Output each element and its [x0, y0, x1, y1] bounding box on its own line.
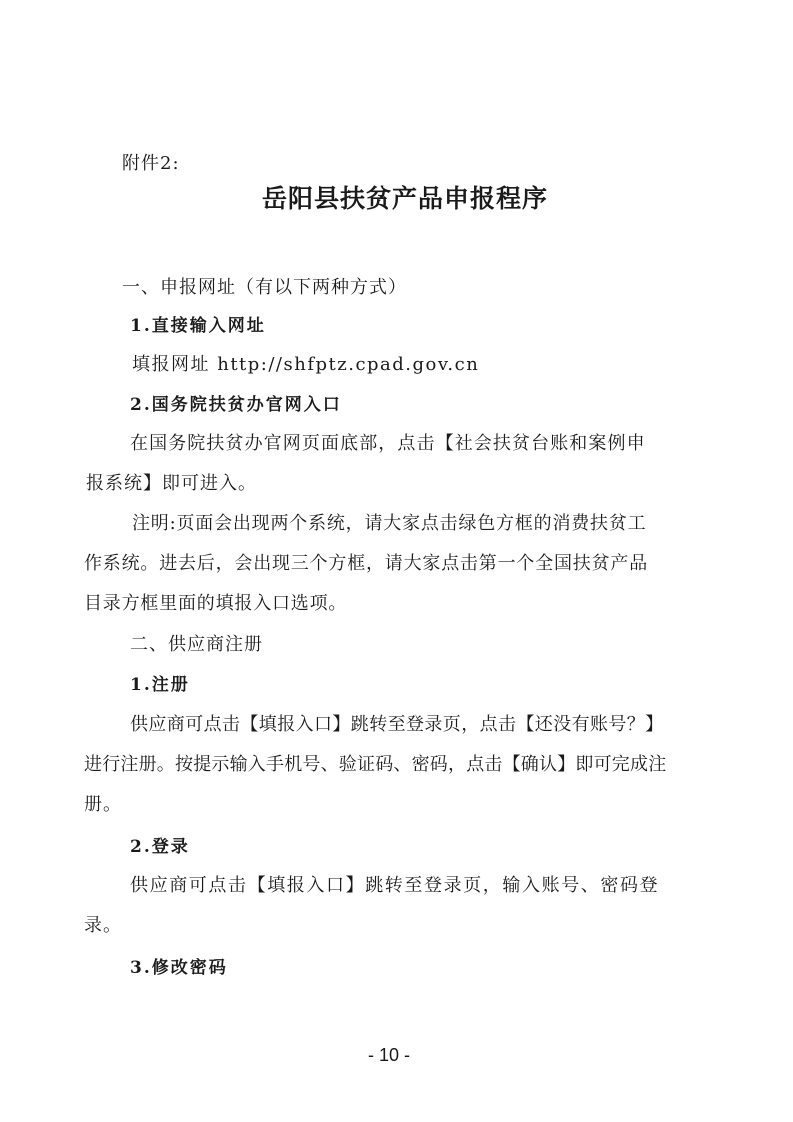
section1-item1-heading: 1.直接输入网址	[130, 316, 266, 336]
section1-item1-text: 填报网址 http://shfptz.cpad.gov.cn	[132, 354, 480, 375]
section2-item1-line3: 册。	[84, 794, 122, 815]
section2-item3-heading: 3.修改密码	[130, 958, 228, 978]
section2-heading: 二、供应商注册	[130, 634, 263, 655]
section2-item2-line2: 录。	[84, 915, 122, 936]
section2-item2-heading: 2.登录	[130, 837, 190, 857]
section2-item1-line2: 进行注册。按提示输入手机号、验证码、密码，点击【确认】即可完成注	[84, 754, 667, 775]
section1-item2-text-line2: 报系统】即可进入。	[86, 473, 257, 494]
attachment-label: 附件2:	[122, 153, 180, 174]
section1-item2-heading: 2.国务院扶贫办官网入口	[130, 395, 342, 415]
section1-note-line2: 作系统。进去后，会出现三个方框，请大家点击第一个全国扶贫产品	[84, 553, 648, 574]
section1-item2-text-line1: 在国务院扶贫办官网页面底部，点击【社会扶贫台账和案例申	[130, 433, 646, 454]
section1-note-line3: 目录方框里面的填报入口选项。	[84, 593, 348, 614]
document-title: 岳阳县扶贫产品申报程序	[262, 184, 549, 213]
section1-note-line1: 注明:页面会出现两个系统，请大家点击绿色方框的消费扶贫工	[132, 513, 647, 534]
section2-item1-line1: 供应商可点击【填报入口】跳转至登录页，点击【还没有账号？】	[130, 714, 664, 735]
section2-item1-heading: 1.注册	[130, 675, 190, 695]
page-number: - 10 -	[368, 1045, 411, 1065]
section1-heading: 一、申报网址（有以下两种方式）	[122, 277, 407, 298]
section2-item2-line1: 供应商可点击【填报入口】跳转至登录页，输入账号、密码登	[130, 875, 660, 896]
